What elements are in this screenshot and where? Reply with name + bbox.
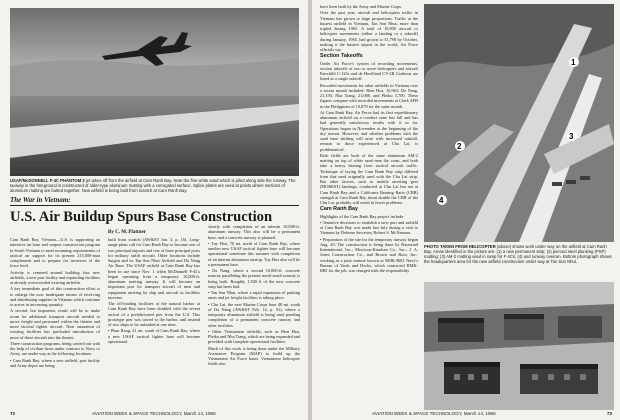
photo-label-2: 2	[457, 142, 462, 151]
headquarters-photo-image	[424, 282, 614, 410]
paragraph: Much of this work is being done under the Military Assistance Program (MAP) to build up the Vietnamese Air Force bases. Vietnamese helicopter fields also	[208, 345, 300, 367]
paragraph: built from scratch (AW&ST Jan. 3, p. 16). Long-range plans call for Cam Ranh Bay to become one of two principal airports and one of three principal ports for military airlift aircraft. Other locations include Saigon and its Tan Son Nhut Airfield and Da Nang Air Base. The USAF airfield at Cam Ranh Bay has been in use since Nov. 1 when McDonnell F-4Cs began operating from a temporary 10,000-ft. aluminum matting runway. It will become an important port for transport aircraft of men and equipment arriving by ship and aircraft as facilities increase.	[108, 237, 200, 300]
paragraph: • Tan Son Nhut, where a rapid expansion of parking areas and jet freight facilities is taking place.	[208, 290, 300, 301]
left-photo-caption: USAF/McDONNELL F-4C PHANTOM 2 jet takes off from the airfield at Cam Ranh Bay. Note the fine white sand which is piled along side the runway. The taxiway in the foreground is constructed of older-type aluminum matting with a corrugated surface. Splice plates are used at points where sections of aluminum matting are butted together. New airfield is being built from scratch at Cam Ranh Bay.	[10, 178, 296, 193]
paragraph: Recorded movements for other airfields in Vietnam over a recent month included: Bien Hoa, 10,963; Da Nang, 21,150; Nha Trang, 21,088, and Pleiku 5,700. These figures compare with recorded movements at Clark AFB in the Philippines of 10,879 for the same month.	[320, 82, 418, 109]
left-column-2	[108, 237, 200, 409]
paragraph: • Preparation of the site for the temporary runway began Aug. 20. The construction is being done by Raymond International, Inc.; Morrison-Knudsen Co., Inc.; J. A. Jones Construction Co., and Brown and Root, Inc., working as a joint venture known as RMK-BRJ. Navy's Bureau of Yards and Docks, which contracted RMK-BRJ for the job, was charged with the responsibility	[320, 236, 418, 273]
paragraph: have been built by the Army and Marine Corps.	[320, 4, 402, 9]
paragraph: Both fields are built of the same aluminum AM-2 matting on top of white sand near the coast, and both take a heavy beating from tactical aircraft traffic. Technique of laying the Cam Ranh Bay strip differed from that used originally used with the Chu Lai strip. But other factors, such as mobile arresting gear (MOREST) landings, conducted at Chu Lai but not at Cam Ranh Bay and a California Bearing Ratio (CBR) strength at Cam Ranh Bay about double the CBR of the Chu Lai, probably will result in fewer problems.	[320, 152, 418, 205]
right-text-column	[320, 4, 418, 408]
paragraph: • Phan Rang, 21 mi. south of Cam Ranh Bay, where a new USAF tactical fighter base will become operational	[108, 328, 200, 344]
paragraph: Under Air Force's system of recording movements, section takeoffs of two or more helicopters and aircraft Fairchild C-123s and de Havilland CV-2B Caribous are listed as a single takeoff.	[320, 60, 418, 82]
paragraph: Activity is centered around building four new airfields, a new port facility and expanding facilities at already overcrowded existing airfields.	[10, 269, 100, 285]
paragraph: A second, but important, result will be to make room for additional transport aircraft needed to move freight and personnel within the theater and more tactical fighter aircraft. Near saturation of existing facilities has precluded introduction of more of these aircraft into the theater.	[10, 308, 100, 340]
paragraph: Highlights of the Cam Ranh Bay project include:	[320, 213, 405, 219]
paragraph: Three construction programs, being carried out with the help of civilian firms under contract to Navy or Army, are under way at the following locations:	[10, 340, 100, 357]
paragraph: • Chu Lai, the new Marine Corps base 48 mi. south of Da Nang (AW&ST Feb. 14, p. 91), where a temporary aluminum airfield is being used pending completion of a permanent concrete runway and other facilities.	[208, 301, 300, 328]
paragraph: A key immediate goal of this construction effort is to enlarge the now inadequate means of receiving and distributing supplies in Vietnam which continue to arrive in increasing quantity.	[10, 286, 100, 307]
paragraph: • Cam Ranh Bay, where a new airfield, port facility and Army depot are being	[10, 357, 100, 368]
paragraph: • Da Nang, where a second 10,000-ft. concrete runway paralleling the present north-south runway is being built. Roughly 1,500 ft of the new concrete strip has been laid.	[208, 268, 300, 289]
paragraph: Over the past year, aircraft and helicopters traffic in Vietnam has grown to large proportions. Traffic at the busiest airfield in Vietnam, Tan Son Nhut, more than tripled during 1965. A total of 10,000 aircraft or helicopter movements (either a landing or a takeoff) during January, 1965, had grown to 31,798 by October, making it the busiest airport in the world, Air Force officials say.	[320, 10, 418, 52]
aerial-photo-image	[424, 4, 614, 242]
left-column-3	[208, 224, 300, 409]
page-footer: AVIATION WEEK & SPACE TECHNOLOGY, March 14, 1966	[372, 411, 496, 416]
phantom-photo-image	[10, 8, 299, 176]
photo-label-4: 4	[439, 196, 444, 205]
left-column-1	[10, 237, 100, 409]
page-footer: AVIATION WEEK & SPACE TECHNOLOGY, March 14, 1966	[92, 411, 216, 416]
paragraph: • Tentative decisions to establish a new port and airfield at Cam Ranh Bay was made last July during a visit to Vietnam by Defense Secretary Robert S. McNamara.	[320, 219, 418, 236]
photo-label-3: 3	[569, 132, 574, 141]
headquarters-area-photo	[424, 282, 614, 410]
headline: U.S. Air Buildup Spurs Base Construction	[10, 209, 273, 225]
paragraph: shortly with completion of an interim 10,000-ft. aluminum runway. This also will be a permanent base, and a concrete runway is planned.	[208, 224, 300, 240]
right-photo-caption: PHOTO TAKEN FROM HELICOPTER (above) shows work under way on the airfield at Cam Ranh Bay. Areas identified in the picture are: (1) a new permanent strip; (2) pierced steel planking (PSP) matting; (3) AM-2 matting used in ramp for F-4Cs; (4) and runway overrun. Bottom photograph shows the headquarters area for the new airfield construction under way at Tan Son Nhut.	[424, 244, 612, 264]
kicker-rule	[10, 205, 299, 206]
paragraph: At Cam Ranh Bay, Air Force had its first expeditionary aluminum airfield on a conduct zone last fall and has had generally satisfactory results with it so far. Operations began in November at the beginning of the dry season. However, and whether problems with the sand base shifting will arise with increased rainfall, remain to those experienced at Chu Lai, is problematical.	[320, 109, 418, 152]
paragraph: The off-loading facilities at the natural harbor at Cam Ranh Bay have been doubled with the recent arrival of a prefabricated pier from the U.S. This prototype pier was towed to the harbor, and instead of two ships to be unloaded at one time.	[108, 301, 200, 327]
paragraph: • Other Vietnamese airfields, such as Bien Hoa, Pleiku and Nha Trang, which are being expanded and provided with complete operational facilities.	[208, 328, 300, 345]
byline: By C. M. Plattner	[108, 230, 146, 235]
section-heading: Cam Ranh Bay	[320, 206, 359, 213]
aerial-airfield-photo	[424, 4, 614, 242]
right-page	[312, 0, 620, 420]
section-heading: Section Takeoffs	[320, 53, 363, 60]
phantom-takeoff-photo	[10, 8, 299, 176]
section-kicker: The War in Vietnam:	[10, 196, 71, 204]
photo-label-1: 1	[571, 58, 576, 67]
paragraph: Cam Ranh Bay, Vietnam—U.S. is supporting an intensive air base and seaport construction program in South Vietnam to meet mounting requirements of tactical air support for its present 215,000-man complement and to prepare for increases of the force level.	[10, 237, 100, 269]
left-page	[0, 0, 308, 420]
paragraph: • Tuy Hoa, 70 mi. north of Cam Ranh Bay, where another new USAF tactical fighter base will become operational sometime this summer with completion of an interim aluminum airstrip. Tuy Hoa also will be a permanent base.	[208, 240, 300, 267]
page-number: 72	[10, 411, 16, 416]
page-number: 73	[606, 411, 612, 416]
